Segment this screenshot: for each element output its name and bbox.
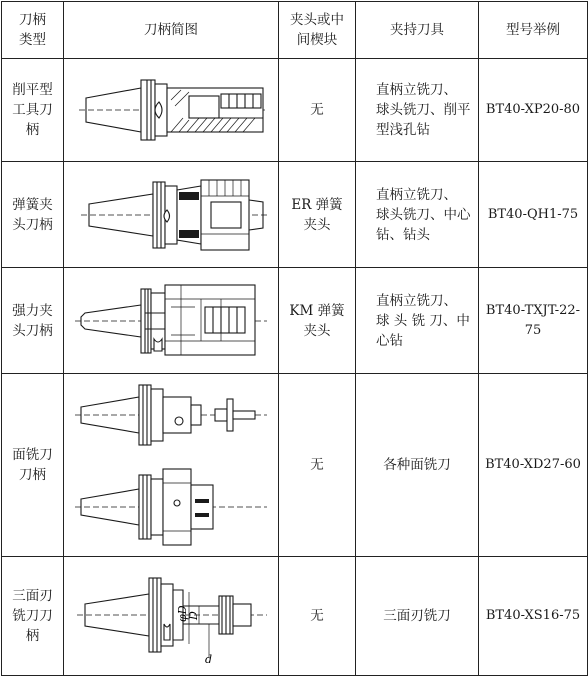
dim-phi-d: φD: [176, 605, 189, 622]
collet-chuck-drawing: [71, 172, 271, 258]
dim-d-inner: d: [205, 653, 213, 666]
header-sketch: 刀柄简图: [64, 2, 279, 59]
power-chuck-drawing: [71, 277, 271, 365]
row-sleeve: ER 弹簧 夹头: [279, 162, 356, 268]
row-sleeve: 无: [279, 374, 356, 557]
table-row: [2, 268, 588, 374]
sketch-collet-chuck: [64, 162, 279, 268]
row-tools: 各种面铣刀: [356, 374, 479, 557]
sketch-face-mill-holder: [64, 374, 279, 557]
row-tools: 直柄立铣刀、 球 头 铣 刀、中 心钻: [356, 268, 479, 374]
sketch-side-mill-holder: [64, 557, 279, 676]
row-tools: 直柄立铣刀、 球头铣刀、中心 钻、钻头: [356, 162, 479, 268]
header-tools: 夹持刀具: [356, 2, 479, 59]
tool-holder-table: [1, 1, 588, 676]
side-lock-holder-drawing: [71, 70, 271, 150]
header-type: 刀柄 类型: [2, 2, 64, 59]
row-type: 弹簧夹 头刀柄: [2, 162, 64, 268]
row-model: BT40-XP20-80: [479, 59, 588, 162]
header-row: [2, 2, 588, 59]
table-row: [2, 59, 588, 162]
sketch-side-lock-holder: [64, 59, 279, 162]
table-row: [2, 374, 588, 557]
row-sleeve: 无: [279, 59, 356, 162]
row-model: BT40-XD27-60: [479, 374, 588, 557]
face-mill-holder-drawing: [71, 379, 271, 551]
row-tools: 直柄立铣刀、 球头铣刀、削平 型浅孔钻: [356, 59, 479, 162]
dim-d-outer: D: [187, 611, 200, 620]
row-model: BT40-QH1-75: [479, 162, 588, 268]
row-type: 三面刃 铣刀刀 柄: [2, 557, 64, 676]
row-sleeve: KM 弹簧 夹头: [279, 268, 356, 374]
row-model: BT40-TXJT-22-75: [479, 268, 588, 374]
header-model: 型号举例: [479, 2, 588, 59]
side-mill-holder-drawing: [71, 564, 271, 668]
row-model: BT40-XS16-75: [479, 557, 588, 676]
header-sleeve: 夹头或中 间楔块: [279, 2, 356, 59]
sketch-power-chuck: [64, 268, 279, 374]
row-type: 削平型 工具刀 柄: [2, 59, 64, 162]
row-sleeve: 无: [279, 557, 356, 676]
row-tools: 三面刃铣刀: [356, 557, 479, 676]
table-row: [2, 162, 588, 268]
row-type: 面铣刀 刀柄: [2, 374, 64, 557]
table-row: [2, 557, 588, 676]
row-type: 强力夹 头刀柄: [2, 268, 64, 374]
